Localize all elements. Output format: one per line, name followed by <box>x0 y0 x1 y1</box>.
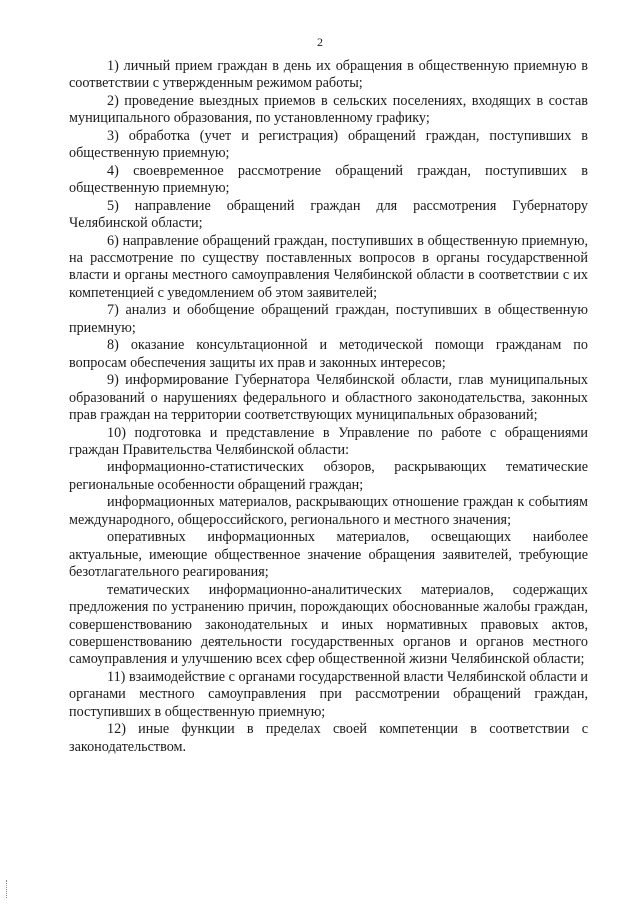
paragraph-item-6: 6) направление обращений граждан, поступивших в общественную приемную, на рассмотрение по существу поставленных вопросов в органы государственной власти и органы местного самоуправления Челябинской области в соответствии с их компетенцией с уведомлением об этом заявителей; <box>69 232 588 301</box>
paragraph-subitem-operational-materials: оперативных информационных материалов, освещающих наиболее актуальные, имеющие общественное значение обращения заявителей, требующие безотлагательного реагирования; <box>69 529 588 581</box>
document-body <box>69 58 588 756</box>
paragraph-item-8: 8) оказание консультационной и методической помощи гражданам по вопросам обеспечения защиты их прав и законных интересов; <box>69 337 588 371</box>
paragraph-subitem-statistical-reviews: информационно-статистических обзоров, раскрывающих тематические региональные особенности обращений граждан; <box>69 459 588 493</box>
paragraph-item-3: 3) обработка (учет и регистрация) обращений граждан, поступивших в общественную приемную; <box>69 127 588 162</box>
paragraph-item-10: 10) подготовка и представление в Управление по работе с обращениями граждан Правительства Челябинской области: <box>69 424 588 458</box>
page-number: 2 <box>317 35 323 49</box>
paragraph-item-9: 9) информирование Губернатора Челябинской области, глав муниципальных образований о нарушениях федерального и областного законодательства, законных прав граждан на территории соответствующих муниципальных образований; <box>69 372 588 424</box>
paragraph-subitem-analytical-materials: тематических информационно-аналитических материалов, содержащих предложения по устранению причин, порождающих обоснованные жалобы граждан, совершенствованию законодательных и иных нормативных правовых актов, совершенствованию деятельности государственных органов и органов местного самоуправления и улучшению всех сфер общественной жизни Челябинской области; <box>69 581 588 668</box>
paragraph-item-12: 12) иные функции в пределах своей компетенции в соответствии с законодательством. <box>69 721 588 755</box>
paragraph-item-2: 2) проведение выездных приемов в сельских поселениях, входящих в состав муниципального образования, по установленному графику; <box>69 92 588 127</box>
scan-edge-mark <box>6 880 9 898</box>
paragraph-subitem-information-materials: информационных материалов, раскрывающих отношение граждан к событиям международного, общероссийского, регионального и местного значения; <box>69 494 588 528</box>
paragraph-item-4: 4) своевременное рассмотрение обращений граждан, поступивших в общественную приемную; <box>69 162 588 197</box>
paragraph-item-1: 1) личный прием граждан в день их обращения в общественную приемную в соответствии с утвержденным режимом работы; <box>69 58 588 92</box>
paragraph-item-11: 11) взаимодействие с органами государственной власти Челябинской области и органами местного самоуправления при рассмотрении обращений граждан, поступивших в общественную приемную; <box>69 668 588 720</box>
paragraph-item-7: 7) анализ и обобщение обращений граждан, поступивших в общественную приемную; <box>69 302 588 336</box>
paragraph-item-5: 5) направление обращений граждан для рассмотрения Губернатору Челябинской области; <box>69 197 588 232</box>
